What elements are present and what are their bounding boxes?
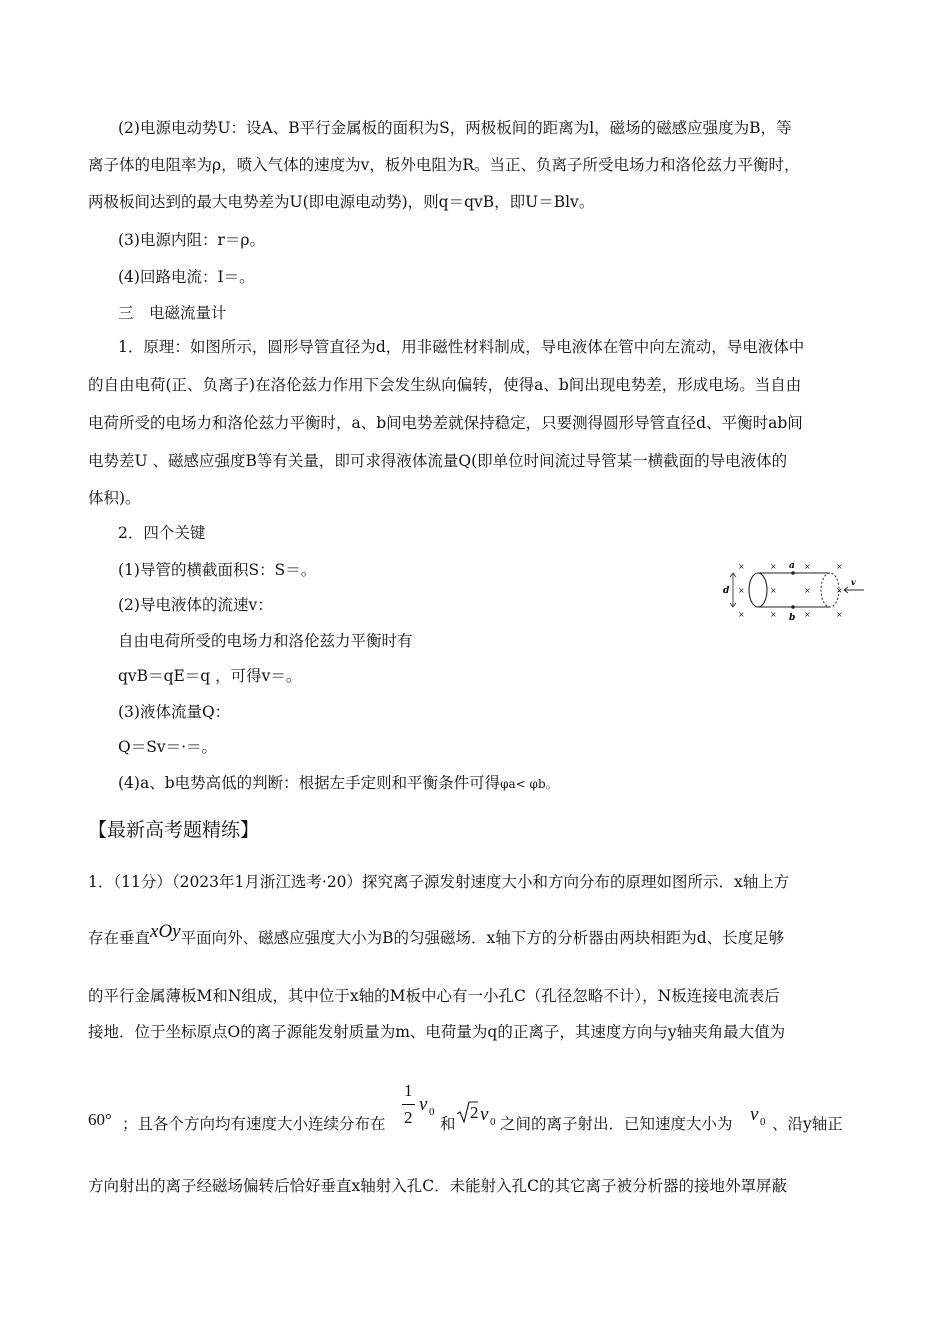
text-line: 离子体的电阻率为ρ，喷入气体的速度为v，板外电阻为R。当正、负离子所受电场力和洛伦兹力平衡时， — [88, 156, 800, 174]
flowmeter-figure — [718, 556, 868, 626]
text-segment: (4)a、b电势高低的判断：根据左手定则和平衡条件可得 — [118, 774, 501, 792]
text-line: 两极板间达到的最大电势差为U(即电源电动势)，则q＝qvB，即U＝Blv。 — [88, 193, 595, 211]
section-heading: 【最新高考题精练】 — [88, 819, 260, 841]
text-line: (4)回路电流：I＝。 — [118, 268, 255, 286]
text-line: (3)液体流量Q： — [118, 703, 231, 721]
label-d: d — [723, 586, 730, 596]
text-segment: 平面向外、磁感应强度大小为B的匀强磁场．x轴下方的分析器由两块相距为d、长度足够 — [180, 929, 785, 947]
phi-compare: φa< φb。 — [500, 777, 558, 791]
label-b: b — [789, 613, 796, 623]
math-v: v — [750, 1104, 759, 1125]
field-x-mark: × — [836, 586, 843, 595]
text-line: (1)导管的横截面积S：S＝。 — [118, 561, 317, 579]
frac-denominator: 2 — [404, 1108, 413, 1127]
math-sqrt-arg: 2 — [470, 1103, 479, 1122]
text-line: (2)导电液体的流速v： — [118, 596, 273, 614]
field-x-mark: × — [836, 610, 843, 619]
text-segment: 存在垂直 — [88, 929, 151, 947]
field-x-mark: × — [770, 562, 777, 571]
text-line: 1．原理：如图所示，圆形导管直径为d，用非磁性材料制成，导电液体在管中向左流动，导电液体中 — [118, 338, 805, 356]
label-v: v — [851, 577, 856, 587]
field-x-mark: × — [738, 610, 745, 619]
field-x-mark: × — [770, 610, 777, 619]
math-v: v — [480, 1104, 489, 1125]
text-line: 电荷所受的电场力和洛伦兹力平衡时，a、b间电势差就保持稳定，只要测得圆形导管直径d、平衡时ab间 — [88, 414, 803, 432]
problem-line: 方向射出的离子经磁场偏转后恰好垂直x轴射入孔C．未能射入孔C的其它离子被分析器的接地外罩屏蔽 — [88, 1177, 787, 1195]
field-x-mark: × — [836, 562, 843, 571]
text-line: (3)电源内阻：r＝ρ。 — [118, 231, 265, 249]
problem-line: 的平行金属薄板M和N组成，其中位于x轴的M板中心有一小孔C（孔径忽略不计），N板连接电流表后 — [88, 987, 780, 1005]
field-x-mark: × — [770, 586, 777, 595]
text-line: (2)电源电动势U：设A、B平行金属板的面积为S，两极板间的距离为l，磁场的磁感应强度为B，等 — [118, 119, 792, 137]
text-segment: 之间的离子射出．已知速度大小为 — [500, 1115, 733, 1133]
problem-line — [88, 921, 785, 948]
field-x-mark: × — [804, 562, 811, 571]
section-title: 三 电磁流量计 — [118, 304, 227, 322]
field-x-mark: × — [738, 562, 745, 571]
problem-line: 1．（11分）（2023年1月浙江选考·20）探究离子源发射速度大小和方向分布的原理如图所示．x轴上方 — [88, 873, 790, 891]
problem-line: 接地．位于坐标原点O的离子源能发射质量为m、电荷量为q的正离子，其速度方向与y轴夹角最大值为 — [88, 1023, 786, 1041]
field-x-mark: × — [804, 586, 811, 595]
field-x-mark: × — [804, 610, 811, 619]
text-line: Q＝Sv＝·＝。 — [118, 738, 218, 756]
math-v: v — [419, 1094, 428, 1115]
field-x-mark: × — [738, 586, 745, 595]
math-angle: 60° — [88, 1110, 112, 1129]
math-subscript: 0 — [760, 1116, 766, 1128]
frac-bar — [402, 1104, 415, 1105]
text-segment: 、沿y轴正 — [772, 1115, 843, 1133]
text-line: 的自由电荷(正、负离子)在洛伦兹力作用下会发生纵向偏转，使得a、b间出现电势差，形成电场。当自由 — [88, 376, 802, 394]
text-segment: 和 — [440, 1115, 456, 1133]
text-line: 自由电荷所受的电场力和洛伦兹力平衡时有 — [118, 632, 413, 650]
text-line: qvB＝qE＝q ，可得v＝。 — [118, 667, 302, 685]
math-subscript: 0 — [490, 1116, 496, 1128]
label-a: a — [789, 561, 795, 571]
text-line: 电势差U 、磁感应强度B等有关量，即可求得液体流量Q(即单位时间流过导管某一横截面的导电液体的 — [88, 452, 788, 470]
math-subscript: 0 — [429, 1106, 435, 1118]
text-line: 2．四个关键 — [118, 524, 206, 542]
text-line — [118, 773, 558, 794]
text-line: 体积)。 — [88, 489, 141, 507]
math-xoy: xOy — [150, 921, 181, 942]
text-segment: ；且各个方向均有速度大小连续分布在 — [122, 1115, 386, 1133]
frac-numerator: 1 — [404, 1081, 413, 1100]
